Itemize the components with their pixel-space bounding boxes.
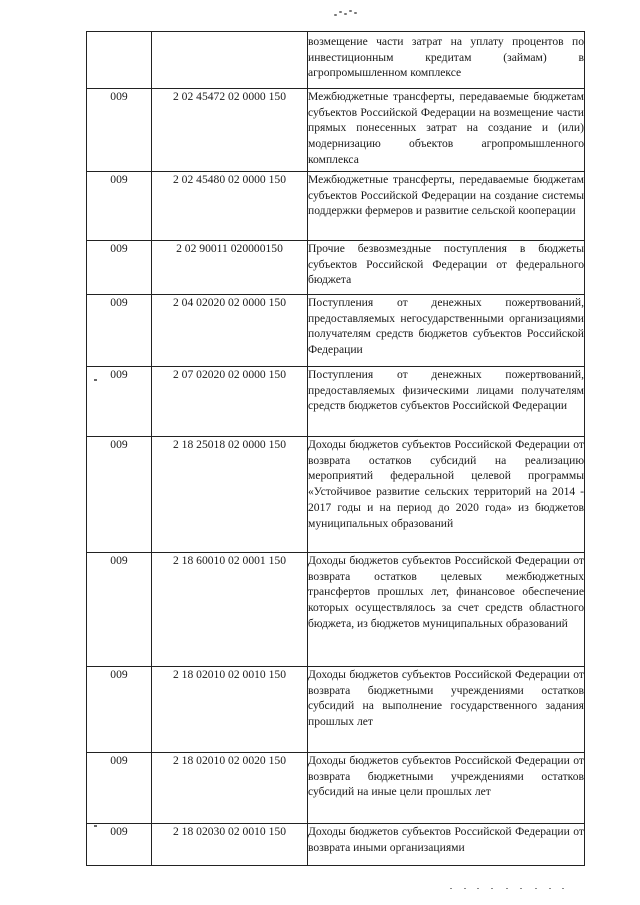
table-row [87, 32, 585, 89]
scan-artifact [332, 8, 360, 20]
kbk-code-cell: 2 18 02010 02 0020 150 [152, 753, 308, 824]
table-row [87, 753, 585, 824]
kbk-code-cell: 2 18 25018 02 0000 150 [152, 437, 308, 553]
admin-code-cell: 009 [87, 553, 152, 667]
description-cell: Поступления от денежных пожертвований, предоставляемых негосударственными организациями получателям средств бюджетов субъектов Российской Федерации [308, 295, 585, 367]
kbk-code-cell: 2 04 02020 02 0000 150 [152, 295, 308, 367]
table-row [87, 824, 585, 866]
admin-code-cell: 009 [87, 295, 152, 367]
admin-code-cell: 009 [87, 172, 152, 241]
table-row [87, 241, 585, 295]
description-cell: возмещение части затрат на уплату процентов по инвестиционным кредитам (займам) в агропромышленном комплексе [308, 32, 585, 89]
scan-artifact [94, 379, 97, 381]
kbk-code-cell: 2 02 90011 020000150 [152, 241, 308, 295]
admin-code-cell: 009 [87, 437, 152, 553]
description-cell: Доходы бюджетов субъектов Российской Федерации от возврата остатков целевых межбюджетных трансфертов прошлых лет, финансовое обеспечение которых осуществлялось за счет средств областного бюджета, из бюджетов муниципальных образований [308, 553, 585, 667]
description-cell: Доходы бюджетов субъектов Российской Федерации от возврата бюджетными учреждениями остатков субсидий на выполнение государственного задания прошлых лет [308, 667, 585, 753]
kbk-code-cell: 2 02 45480 02 0000 150 [152, 172, 308, 241]
admin-code-cell: 009 [87, 367, 152, 437]
kbk-code-cell [152, 32, 308, 89]
scan-artifact [94, 825, 97, 827]
admin-code-cell: 009 [87, 241, 152, 295]
table-row [87, 437, 585, 553]
table-row [87, 172, 585, 241]
description-cell: Доходы бюджетов субъектов Российской Федерации от возврата иными организациями [308, 824, 585, 866]
admin-code-cell: 009 [87, 89, 152, 172]
description-cell: Доходы бюджетов субъектов Российской Федерации от возврата бюджетными учреждениями остатков субсидий на иные цели прошлых лет [308, 753, 585, 824]
table-row [87, 295, 585, 367]
budget-classification-table [86, 31, 585, 866]
admin-code-cell [87, 32, 152, 89]
admin-code-cell: 009 [87, 824, 152, 866]
admin-code-cell: 009 [87, 667, 152, 753]
description-cell: Межбюджетные трансферты, передаваемые бюджетам субъектов Российской Федерации на возмещение части прямых понесенных затрат на создание и (или) модернизацию объектов агропромышленного комплекса [308, 89, 585, 172]
table-row [87, 667, 585, 753]
kbk-code-cell: 2 18 02030 02 0010 150 [152, 824, 308, 866]
description-cell: Межбюджетные трансферты, передаваемые бюджетам субъектов Российской Федерации на создание системы поддержки фермеров и развитие сельской кооперации [308, 172, 585, 241]
admin-code-cell: 009 [87, 753, 152, 824]
scan-artifact [450, 886, 570, 892]
table-row [87, 89, 585, 172]
kbk-code-cell: 2 18 60010 02 0001 150 [152, 553, 308, 667]
description-cell: Прочие безвозмездные поступления в бюджеты субъектов Российской Федерации от федерального бюджета [308, 241, 585, 295]
kbk-code-cell: 2 18 02010 02 0010 150 [152, 667, 308, 753]
table-row [87, 553, 585, 667]
kbk-code-cell: 2 02 45472 02 0000 150 [152, 89, 308, 172]
description-cell: Доходы бюджетов субъектов Российской Федерации от возврата остатков субсидий на реализацию мероприятий федеральной целевой программы «Устойчивое развитие сельских территорий на 2014 - 2017 годы и на период до 2020 года» из бюджетов муниципальных образований [308, 437, 585, 553]
kbk-code-cell: 2 07 02020 02 0000 150 [152, 367, 308, 437]
description-cell: Поступления от денежных пожертвований, предоставляемых физическими лицами получателям средств бюджетов субъектов Российской Федерации [308, 367, 585, 437]
table-row [87, 367, 585, 437]
